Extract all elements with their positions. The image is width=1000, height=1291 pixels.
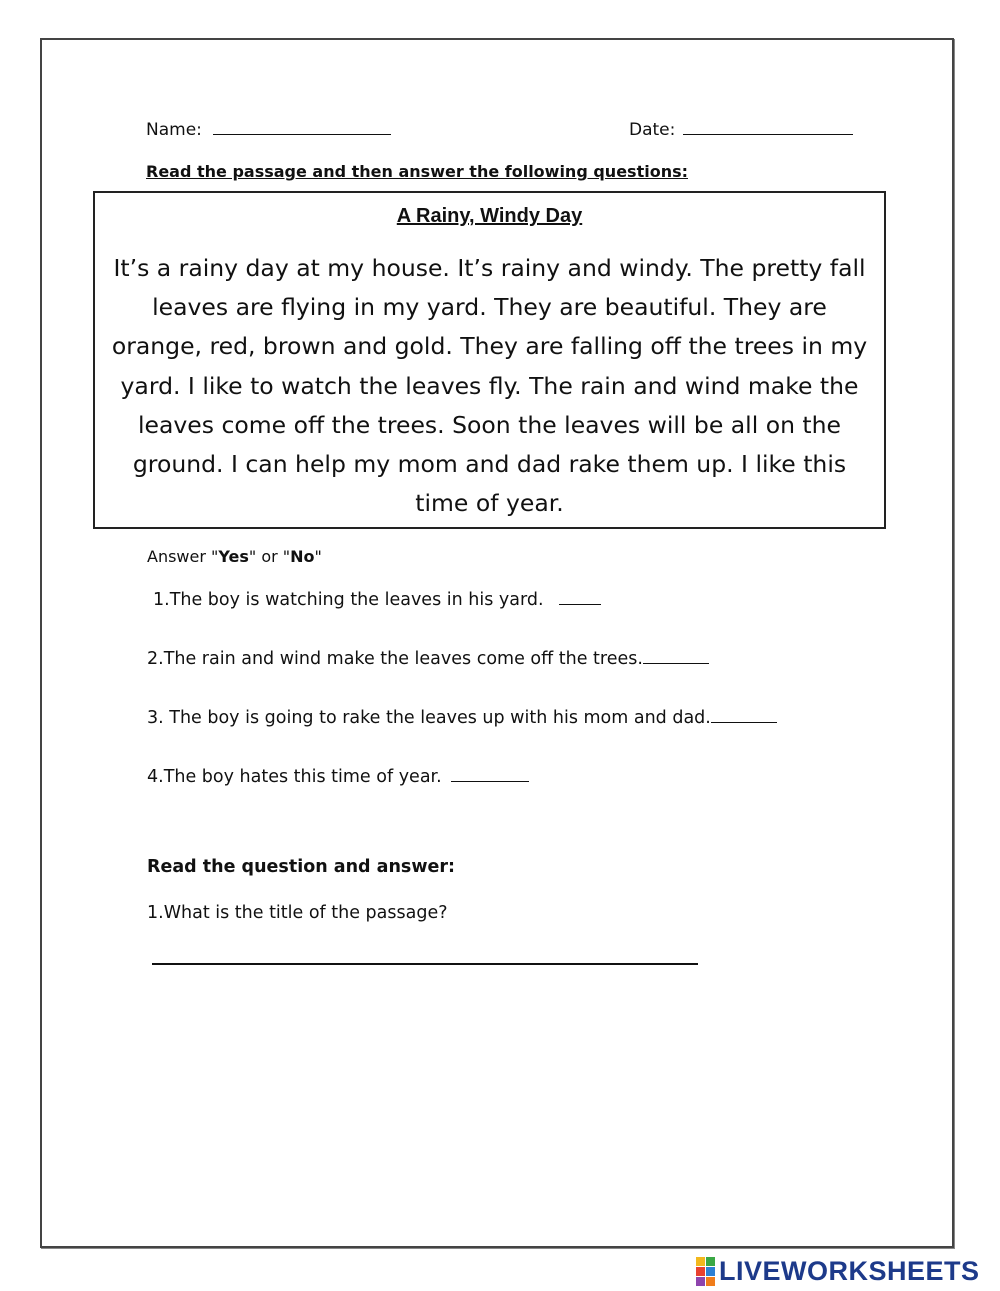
prompt-no: No bbox=[290, 547, 315, 566]
name-field bbox=[146, 120, 391, 140]
name-label: Name: bbox=[146, 120, 202, 140]
logo-text: LIVEWORKSHEETS bbox=[719, 1255, 980, 1286]
prompt-mid: " or " bbox=[248, 547, 291, 566]
open-question-heading: Read the question and answer: bbox=[147, 857, 456, 877]
prompt-yes: Yes bbox=[218, 547, 249, 566]
question-text: 4.The boy hates this time of year. bbox=[147, 767, 442, 787]
yes-no-prompt bbox=[147, 547, 322, 566]
question-text: 3. The boy is going to rake the leaves up with his mom and dad. bbox=[147, 708, 711, 728]
prompt-prefix: Answer " bbox=[147, 547, 219, 566]
instructions: Read the passage and then answer the following questions: bbox=[146, 162, 688, 181]
passage-text: It’s a rainy day at my house. It’s rainy and windy. The pretty fall leaves are flying in my yard. They are beautiful. They are orange, red, brown and gold. They are falling off the trees in my yard. I like to watch the leaves fly. The rain and wind make the leaves come off the trees. Soon the leaves will be all on the ground. I can help my mom and dad rake them up. I like this time of year. bbox=[111, 254, 868, 518]
prompt-suffix: " bbox=[314, 547, 322, 566]
answer-blank-2[interactable] bbox=[643, 662, 709, 664]
answer-blank-4[interactable] bbox=[451, 780, 529, 782]
yes-no-question-1 bbox=[153, 590, 601, 610]
logo-blocks-icon bbox=[696, 1257, 715, 1286]
date-label: Date: bbox=[629, 120, 676, 140]
open-question-1: 1.What is the title of the passage? bbox=[147, 903, 448, 923]
answer-blank-3[interactable] bbox=[711, 721, 777, 723]
question-text: 2.The rain and wind make the leaves come off the trees. bbox=[147, 649, 643, 669]
date-blank[interactable] bbox=[683, 133, 853, 135]
answer-blank-1[interactable] bbox=[559, 603, 601, 605]
open-answer-line[interactable] bbox=[152, 963, 698, 965]
question-text: 1.The boy is watching the leaves in his yard. bbox=[153, 590, 544, 610]
yes-no-question-2 bbox=[147, 649, 709, 669]
date-field bbox=[629, 120, 853, 140]
liveworksheets-logo bbox=[696, 1256, 980, 1286]
yes-no-question-3 bbox=[147, 708, 777, 728]
yes-no-question-4 bbox=[147, 767, 529, 787]
name-blank[interactable] bbox=[213, 133, 391, 135]
passage-box bbox=[93, 191, 886, 529]
passage-title: A Rainy, Windy Day bbox=[396, 205, 583, 227]
